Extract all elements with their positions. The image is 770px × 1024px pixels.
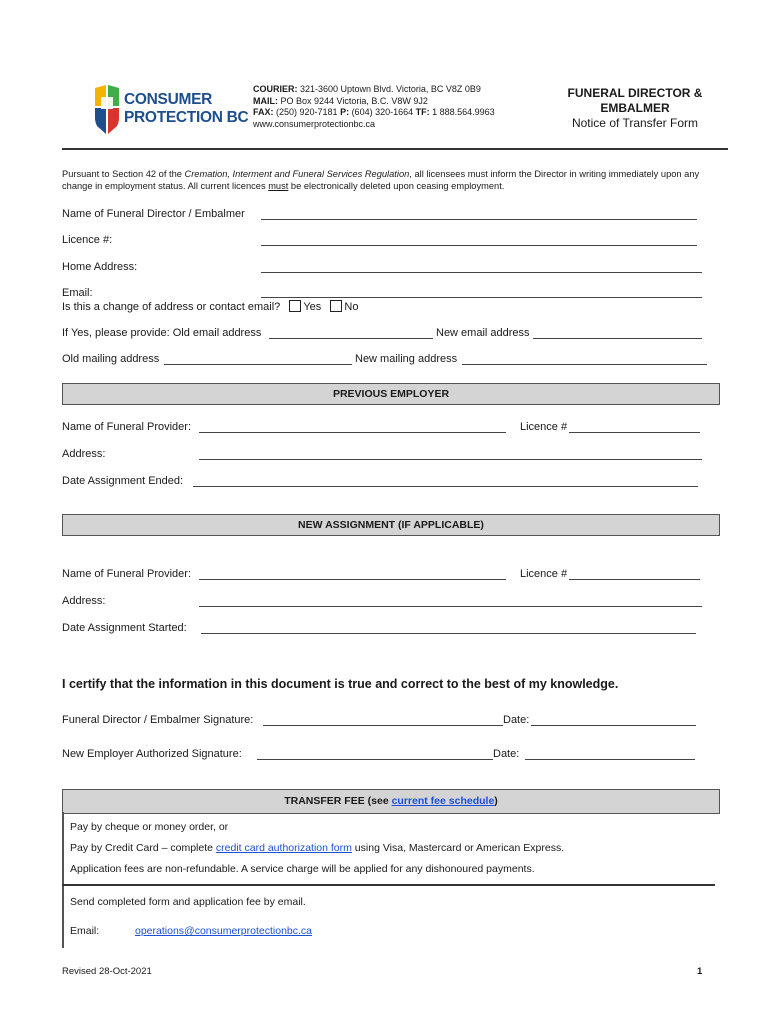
- logo-line-2: PROTECTION BC: [124, 109, 249, 126]
- transfer-fee-header: [62, 789, 720, 814]
- phone-line: FAX: (250) 920-7181 P: (604) 320-1664 TF: 1 888.564.9963: [253, 107, 495, 117]
- website-line: www.consumerprotectionbc.ca: [253, 118, 376, 129]
- no-checkbox[interactable]: [330, 300, 342, 312]
- mail-line: MAIL: PO Box 9244 Victoria, B.C. V8W 9J2: [253, 95, 428, 106]
- director-date-field[interactable]: [531, 725, 696, 726]
- courier-line: COURIER: 321-3600 Uptown Blvd. Victoria, BC V8Z 0B9: [253, 84, 481, 94]
- new-provider-field[interactable]: [199, 579, 506, 580]
- shield-logo-icon: [94, 84, 120, 136]
- old-mailing-field[interactable]: [164, 364, 352, 365]
- date-ended-label: Date Assignment Ended:: [62, 475, 184, 487]
- form-title-block: [555, 86, 715, 130]
- date-ended-field[interactable]: [193, 486, 698, 487]
- logo-line-1: CONSUMER: [124, 91, 213, 108]
- director-date-label: Date:: [503, 714, 530, 726]
- fee-left-border: [62, 812, 64, 884]
- change-question-label: Is this a change of address or contact email?: [62, 301, 281, 313]
- director-signature-label: Funeral Director / Embalmer Signature:: [62, 714, 254, 726]
- new-email-field[interactable]: [533, 338, 702, 339]
- licence-label: Licence #:: [62, 234, 113, 246]
- employer-date-field[interactable]: [525, 759, 695, 760]
- send-email-label: Email:: [70, 925, 100, 937]
- prev-provider-label: Name of Funeral Provider:: [62, 421, 191, 433]
- send-left-border: [62, 886, 64, 948]
- prev-licence-label: Licence #: [520, 421, 568, 433]
- yes-checkbox[interactable]: [289, 300, 301, 312]
- new-provider-label: Name of Funeral Provider:: [62, 568, 191, 580]
- new-licence-field[interactable]: [569, 579, 700, 580]
- contact-block: [253, 84, 495, 130]
- old-email-label: If Yes, please provide: Old email address: [62, 327, 262, 339]
- old-mailing-label: Old mailing address: [62, 353, 160, 365]
- new-mailing-field[interactable]: [462, 364, 707, 365]
- prev-licence-field[interactable]: [569, 432, 700, 433]
- old-email-field[interactable]: [269, 338, 433, 339]
- date-started-label: Date Assignment Started:: [62, 622, 187, 634]
- new-licence-label: Licence #: [520, 568, 568, 580]
- new-address-field[interactable]: [199, 606, 702, 607]
- pay-cheque-text: Pay by cheque or money order, or: [70, 821, 229, 833]
- consumer-protection-bc-logo: [94, 82, 254, 138]
- fee-schedule-link[interactable]: current fee schedule: [391, 795, 495, 807]
- prev-address-label: Address:: [62, 448, 106, 460]
- fee-divider: [62, 884, 715, 886]
- home-address-label: Home Address:: [62, 261, 138, 273]
- licence-field[interactable]: [261, 245, 697, 246]
- form-title-line-1: FUNERAL DIRECTOR &: [567, 86, 703, 100]
- revised-date: Revised 28-Oct-2021: [62, 966, 152, 977]
- new-email-label: New email address: [436, 327, 530, 339]
- transfer-fee-title: TRANSFER FEE (see current fee schedule): [284, 795, 498, 807]
- employer-date-label: Date:: [493, 748, 520, 760]
- previous-employer-header: PREVIOUS EMPLOYER: [62, 383, 720, 405]
- non-refundable-text: Application fees are non-refundable. A service charge will be applied for any dishonoured payments.: [70, 863, 535, 875]
- prev-provider-field[interactable]: [199, 432, 506, 433]
- director-name-field[interactable]: [261, 219, 697, 220]
- change-question-row: [62, 300, 358, 313]
- send-instructions: Send completed form and application fee by email.: [70, 896, 306, 908]
- employer-signature-field[interactable]: [257, 759, 493, 760]
- credit-card-form-link[interactable]: credit card authorization form: [215, 842, 352, 854]
- email-label: Email:: [62, 287, 93, 299]
- new-mailing-label: New mailing address: [355, 353, 458, 365]
- form-subtitle: Notice of Transfer Form: [571, 116, 699, 130]
- new-address-label: Address:: [62, 595, 106, 607]
- director-signature-field[interactable]: [263, 725, 503, 726]
- prev-address-field[interactable]: [199, 459, 702, 460]
- director-name-label: Name of Funeral Director / Embalmer: [62, 208, 245, 220]
- intro-paragraph: Pursuant to Section 42 of the Cremation, Interment and Funeral Services Regulation, all licensees must inform the Director in writing immediately upon any change in employment status. All current licences must be electronically deleted upon ceasing employment.: [62, 169, 700, 191]
- email-field[interactable]: [261, 297, 702, 298]
- certification-statement: I certify that the information in this document is true and correct to the best of my knowledge.: [62, 677, 619, 691]
- header-divider: [62, 148, 728, 150]
- no-label: No: [344, 301, 359, 313]
- home-address-field[interactable]: [261, 272, 702, 273]
- new-assignment-header: NEW ASSIGNMENT (IF APPLICABLE): [62, 514, 720, 536]
- yes-label: Yes: [303, 301, 322, 313]
- employer-signature-label: New Employer Authorized Signature:: [62, 748, 242, 760]
- pay-credit-text: Pay by Credit Card – complete credit card authorization form using Visa, Mastercard or American Express.: [70, 842, 565, 854]
- form-title-line-2: EMBALMER: [600, 101, 670, 115]
- operations-email-link[interactable]: operations@consumerprotectionbc.ca: [135, 925, 313, 937]
- page-number: 1: [697, 966, 703, 977]
- date-started-field[interactable]: [201, 633, 696, 634]
